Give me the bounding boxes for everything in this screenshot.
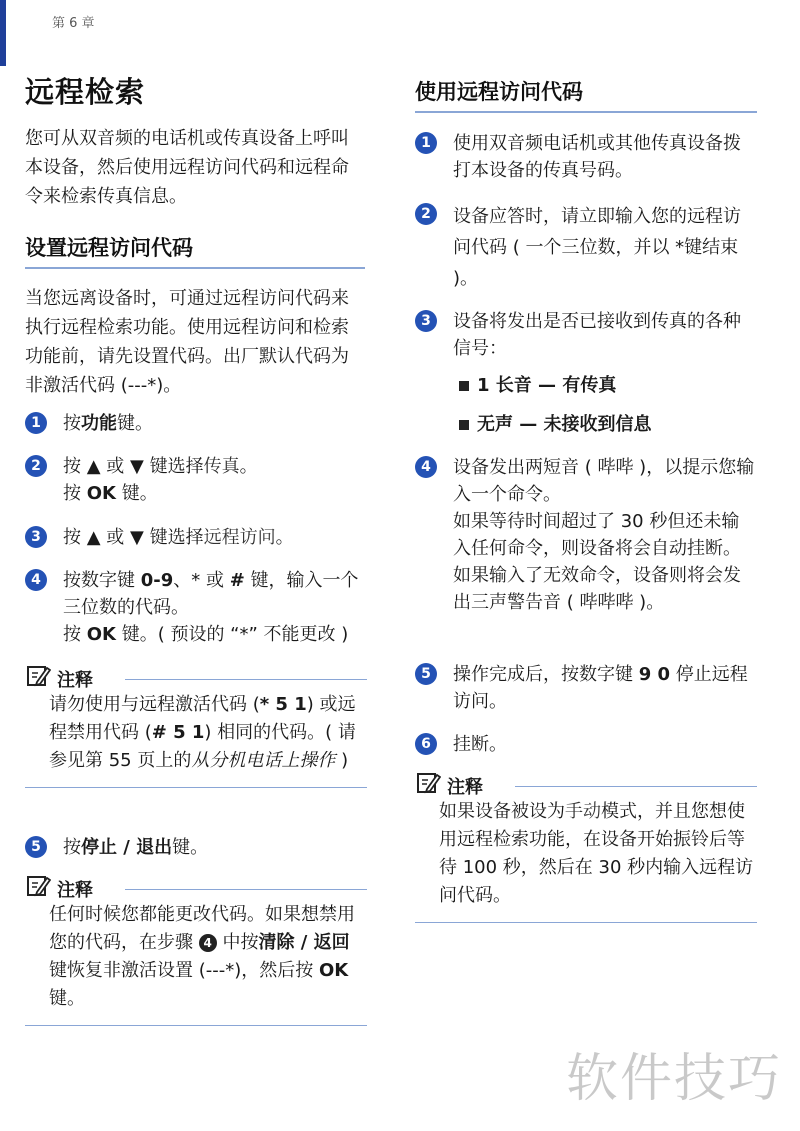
note-body (49, 901, 367, 1013)
chapter-label: 第 6 章 (52, 16, 95, 31)
note-body (49, 691, 367, 775)
right-step-3 (415, 308, 757, 362)
section-title-set-code: 设置远程访问代码 (25, 232, 365, 269)
step-text: 按 ▲ 或 ▼ 键选择 (63, 527, 204, 548)
note-text: 中按 (216, 932, 259, 953)
key-digits: 0-9 (140, 570, 174, 591)
step-text: 设备将发出是否已接收到传真的各种信号： (453, 311, 741, 359)
right-step-4 (415, 454, 757, 616)
key-digits-90: 9 0 (638, 664, 671, 685)
step-text: 使用双音频电话机或其他传真设备拨打本设备的传真号码。 (453, 133, 741, 181)
page-title: 远程检索 (25, 75, 146, 109)
note-divider (515, 786, 757, 787)
note-title: 注释 (57, 880, 93, 901)
step-text: 按 (63, 483, 87, 504)
left-step-5 (25, 834, 367, 861)
key-stop-exit: 停止 / 退出 (81, 837, 173, 858)
note-bottom-rule (25, 787, 367, 788)
note-title: 注释 (447, 777, 483, 798)
note-text: 请勿使用与远程激活代码 ( (49, 694, 260, 715)
right-step-2 (415, 201, 757, 294)
note-box-right (415, 772, 757, 923)
menu-option-remote-access: 远程访问 (203, 527, 276, 548)
step-text: 按 (63, 413, 81, 434)
note-text: 如果设备被设为 (439, 801, 565, 822)
note-text: 任何时候您都能更改代码。如果想禁用您的代码，在步骤 (49, 904, 355, 953)
left-step-1 (25, 410, 367, 437)
key-ok: OK (318, 960, 349, 981)
step-number-badge: 4 (25, 569, 47, 591)
step-text: 键。 (172, 837, 209, 858)
intro-paragraph: 您可从双音频的电话机或传真设备上呼叫本设备，然后使用远程访问代码和远程命令来检索传真信息。 (25, 128, 349, 207)
square-bullet-icon (459, 420, 469, 430)
step-text: 按 (63, 837, 81, 858)
note-title: 注释 (57, 670, 93, 691)
step-text: 键。( 预设的 “*” 不能更改 ) (115, 624, 349, 645)
note-pencil-icon (27, 665, 51, 687)
signal-bullet-fax (459, 371, 616, 397)
cross-reference-link[interactable]: 从分机电话上操作 (191, 750, 336, 771)
note-pencil-icon (27, 875, 51, 897)
note-box-1 (25, 665, 367, 788)
step-number-badge: 2 (25, 455, 47, 477)
signal-bullet-silence (459, 410, 652, 436)
step-number-badge: 2 (415, 203, 437, 225)
step-text: 停止远程访问。 (453, 664, 748, 712)
step-number-badge: 5 (25, 836, 47, 858)
step-text: 键。 (115, 483, 158, 504)
key-hash: # (229, 570, 245, 591)
step-number-badge: 3 (415, 310, 437, 332)
mode-manual: 手动 (565, 801, 601, 822)
note-bottom-rule (415, 922, 757, 923)
left-step-2 (25, 453, 367, 507)
remote-activate-code: * 5 1 (259, 694, 307, 715)
note-text: 模式，并且您想使用远程检索功能，在设备开始振铃后等待 100 秒，然后在 30 秒内输入远程访问代码。 (439, 801, 754, 906)
note-text: ) (335, 750, 349, 771)
section-title-use-code: 使用远程访问代码 (415, 76, 757, 113)
step-number-badge: 4 (415, 456, 437, 478)
step-number-badge: 1 (415, 132, 437, 154)
square-bullet-icon (459, 381, 469, 391)
step-text: 挂断。 (453, 734, 507, 755)
step-text: 按数字键 (63, 570, 141, 591)
chapter-edge-bar (0, 0, 6, 66)
right-step-6 (415, 731, 757, 758)
step-number-badge: 6 (415, 733, 437, 755)
signal-text: 无声 — 未接收到信息 (477, 414, 652, 435)
signal-text: 1 长音 — 有传真 (477, 375, 617, 396)
step-text: 设备发出两短音 ( 哔哔 )，以提示您输入一个命令。 (453, 457, 755, 505)
note-bottom-rule (25, 1025, 367, 1026)
step-text: 按 ▲ 或 ▼ 键选择 (63, 456, 204, 477)
right-step-5 (415, 661, 757, 715)
note-body (439, 798, 757, 910)
note-pencil-icon (417, 772, 441, 794)
note-divider (125, 679, 367, 680)
step-text: 设备应答时，请立即输入您的远程访问代码 ( 一个三位数，并以 *键结束 )。 (453, 206, 741, 289)
step-text: 。 (239, 456, 258, 477)
left-step-3 (25, 524, 367, 551)
key-ok: OK (86, 624, 116, 645)
menu-option-fax: 传真 (203, 456, 240, 477)
step-text: 键，输入一个三位数的代码。 (63, 570, 359, 618)
step-text: 键。 (117, 413, 153, 434)
note-box-2 (25, 875, 367, 1026)
step-text: 。 (275, 527, 294, 548)
note-text: ) 或远程禁用代码 ( (49, 694, 356, 743)
step-reference-badge: 4 (199, 934, 217, 952)
key-clear-back: 清除 / 返回 (258, 932, 350, 953)
step-number-badge: 3 (25, 526, 47, 548)
right-step-1 (415, 130, 757, 184)
note-divider (125, 889, 367, 890)
step-number-badge: 1 (25, 412, 47, 434)
step-text: 按 (63, 624, 87, 645)
note-text: 键。 (49, 988, 85, 1009)
step-text-timeout: 如果等待时间超过了 30 秒但还未输入任何命令，则设备将会自动挂断。 (453, 511, 741, 559)
key-function: 功能 (81, 413, 117, 434)
step-text: 、* 或 (173, 570, 230, 591)
remote-deactivate-code: # 5 1 (151, 722, 205, 743)
step-text: 操作完成后，按数字键 (453, 664, 639, 685)
step-number-badge: 5 (415, 663, 437, 685)
step-text-invalid: 如果输入了无效命令，设备则将会发出三声警告音 ( 哔哔哔 )。 (453, 565, 741, 613)
left-step-4 (25, 567, 367, 648)
section-intro-paragraph: 当您远离设备时，可通过远程访问代码来执行远程检索功能。使用远程访问和检索功能前，请先设置代码。出厂默认代码为非激活代码 (---*)。 (25, 288, 349, 396)
note-text: 键恢复非激活设置 (---*)，然后按 (49, 960, 319, 981)
note-text: ) 相同的代码。( 请参见第 55 页上的 (49, 722, 356, 771)
key-ok: OK (86, 483, 116, 504)
watermark-text: 软件技巧 (566, 1049, 783, 1109)
